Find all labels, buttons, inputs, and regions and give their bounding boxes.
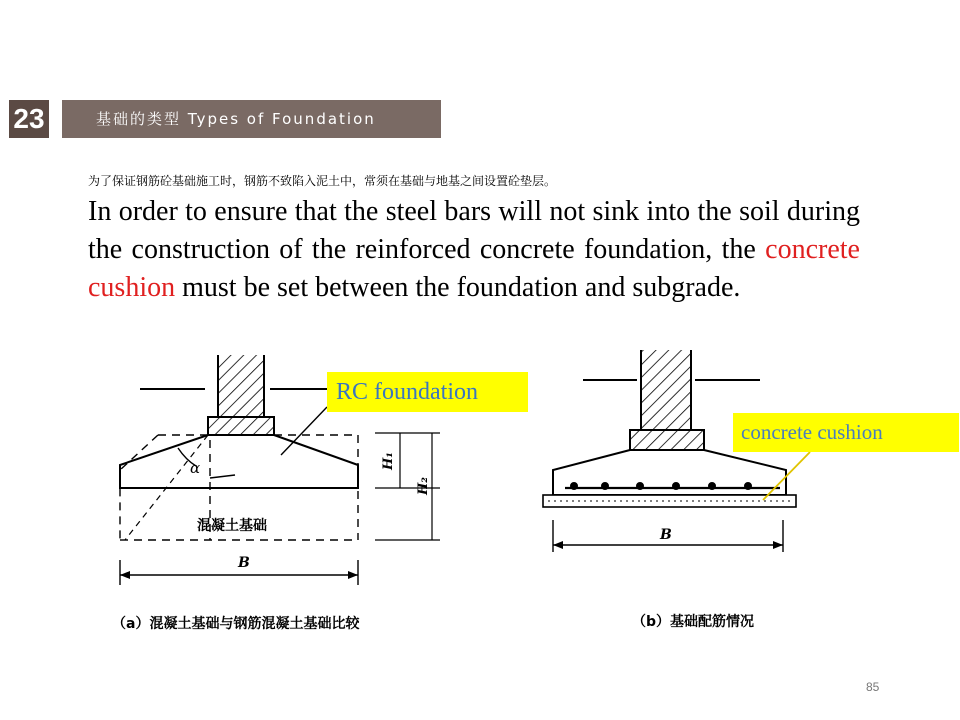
slide-number-badge: 23 xyxy=(9,100,49,138)
h2-label: H₂ xyxy=(416,477,431,495)
concrete-cushion-highlight: concrete cushion xyxy=(88,234,860,303)
english-sentence-part1: In order to ensure that the steel bars will not sink into the soil during the construction of the reinforced concrete foundation, the xyxy=(88,196,860,265)
chinese-sentence: 为了保证钢筋砼基础施工时，钢筋不致陷入泥土中，常须在基础与地基之间设置砼垫层。 xyxy=(88,174,557,188)
english-sentence xyxy=(88,193,860,307)
b-label-left: B xyxy=(238,555,250,571)
english-sentence-part2: must be set between the foundation and subgrade. xyxy=(175,272,741,303)
alpha-label: α xyxy=(190,459,201,477)
concrete-cushion-callout: concrete cushion xyxy=(733,413,959,452)
concrete-foundation-label: 混凝土基础 xyxy=(197,518,267,534)
b-label-right: B xyxy=(660,527,672,543)
rc-foundation-callout: RC foundation xyxy=(327,372,528,412)
page-number: 85 xyxy=(866,680,880,694)
caption-b: （b）基础配筋情况 xyxy=(632,614,755,630)
section-title: 基础的类型 Types of Foundation xyxy=(62,100,441,138)
caption-a: （a）混凝土基础与钢筋混凝土基础比较 xyxy=(112,616,360,632)
h1-label: H₁ xyxy=(381,452,396,470)
